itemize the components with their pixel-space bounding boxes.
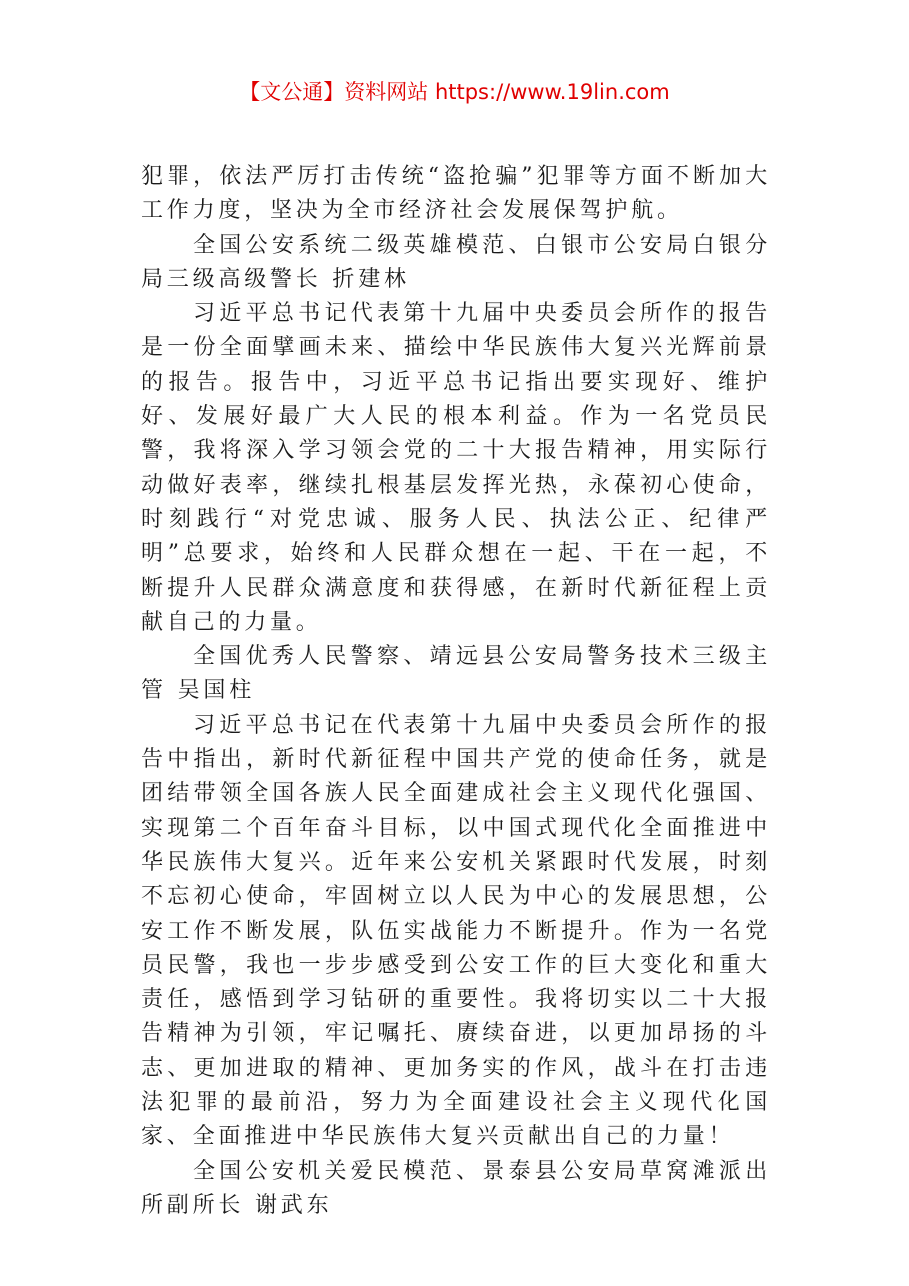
paragraph-statement-1: 习近平总书记代表第十九届中央委员会所作的报告是一份全面擘画未来、描绘中华民族伟大复兴光辉前景的报告。报告中，习近平总书记指出要实现好、维护好、发展好最广大人民的根本利益。作为一名党员民警，我将深入学习领会党的二十大报告精神，用实际行动做好表率，继续扎根基层发挥光热，永葆初心使命，时刻践行“对党忠诚、服务人民、执法公正、纪律严明”总要求，始终和人民群众想在一起、干在一起，不断提升人民群众满意度和获得感，在新时代新征程上贡献自己的力量。 <box>141 301 771 635</box>
paragraph-author-2: 全国优秀人民警察、靖远县公安局警务技术三级主管 吴国柱 <box>141 644 771 704</box>
paragraph-author-3: 全国公安机关爱民模范、景泰县公安局草窝滩派出所副所长 谢武东 <box>141 1158 771 1218</box>
paragraph-statement-2: 习近平总书记在代表第十九届中央委员会所作的报告中指出，新时代新征程中国共产党的使命任务，就是团结带领全国各族人民全面建成社会主义现代化强国、实现第二个百年奋斗目标，以中国式现代化全面推进中华民族伟大复兴。近年来公安机关紧跟时代发展，时刻不忘初心使命，牢固树立以人民为中心的发展思想，公安工作不断发展，队伍实战能力不断提升。作为一名党员民警，我也一步步感受到公安工作的巨大变化和重大责任，感悟到学习钻研的重要性。我将切实以二十大报告精神为引领，牢记嘱托、赓续奋进，以更加昂扬的斗志、更加进取的精神、更加务实的作风，战斗在打击违法犯罪的最前沿，努力为全面建设社会主义现代化国家、全面推进中华民族伟大复兴贡献出自己的力量！ <box>141 712 771 1150</box>
paragraph-author-1: 全国公安系统二级英雄模范、白银市公安局白银分局三级高级警长 折建林 <box>141 232 771 292</box>
document-body <box>141 160 771 1223</box>
paragraph-continuation: 犯罪，依法严厉打击传统“盗抢骗”犯罪等方面不断加大工作力度，坚决为全市经济社会发展保驾护航。 <box>141 164 771 224</box>
site-header: 【文公通】资料网站 https://www.19lin.com <box>239 80 670 104</box>
